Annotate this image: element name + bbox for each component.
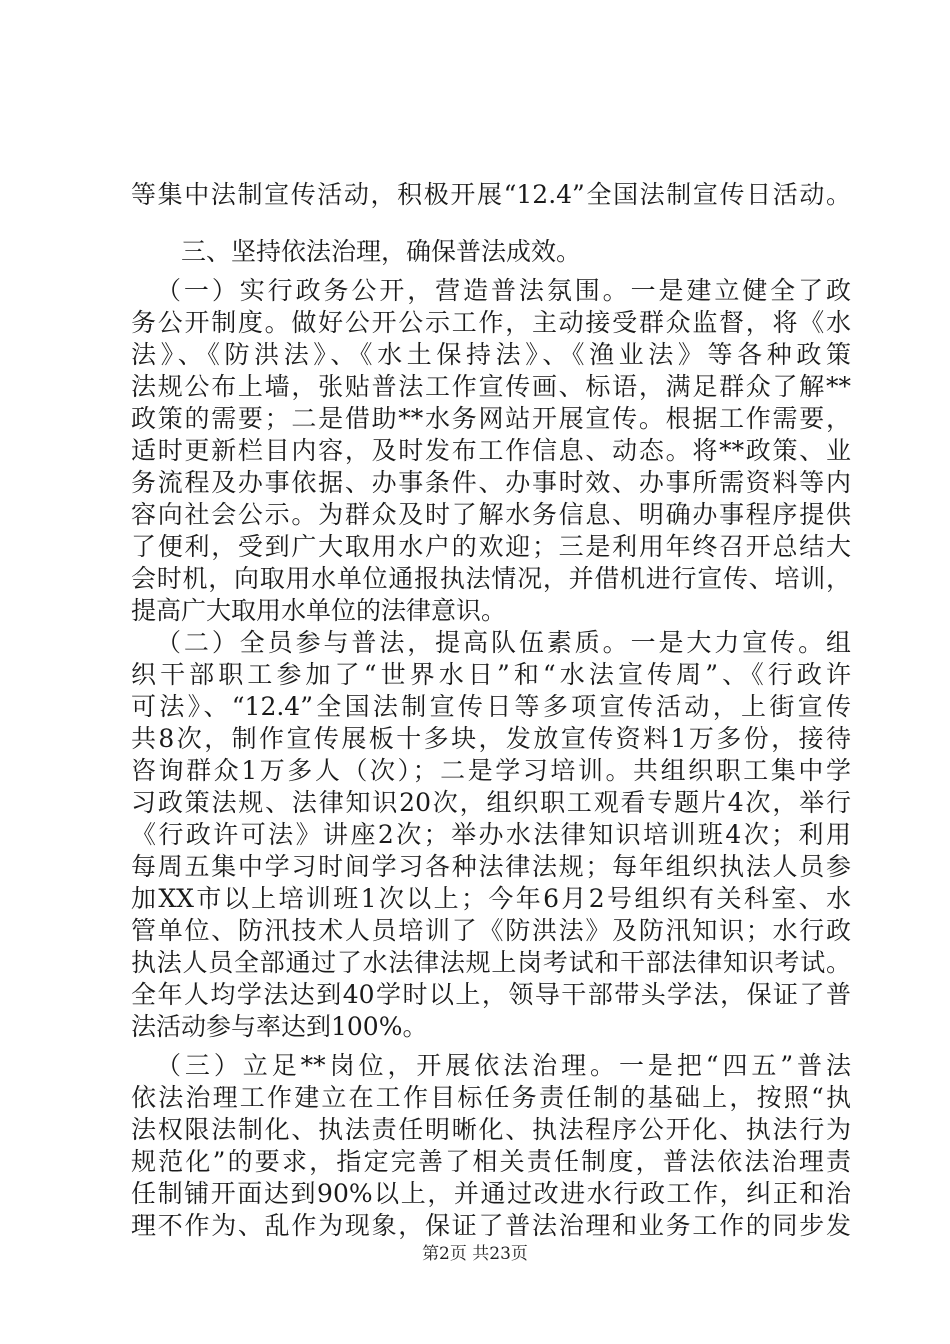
section-heading: 三、坚持依法治理，确保普法成效。 <box>181 237 582 266</box>
text-line: 提高广大取用水单位的法律意识。 <box>131 596 507 625</box>
text-line: 务流程及办事依据、办事条件、办事时效、办事所需资料等内 <box>131 468 851 497</box>
text-line: 容向社会公示。为群众及时了解水务信息、明确办事程序提供 <box>131 500 851 529</box>
text-line: 法》、《防洪法》、《水土保持法》、《渔业法》等各种政策 <box>131 340 851 369</box>
subsection-heading-line: （三）立足**岗位，开展依法治理。一是把“四五”普法 <box>156 1051 851 1080</box>
text-line: 依法治理工作建立在工作目标任务责任制的基础上，按照“执 <box>131 1083 851 1112</box>
text-line: 政策的需要；二是借助**水务网站开展宣传。根据工作需要， <box>131 404 851 433</box>
text-line: 理不作为、乱作为现象，保证了普法治理和业务工作的同步发 <box>131 1211 851 1240</box>
text-line: 法权限法制化、执法责任明晰化、执法程序公开化、执法行为 <box>131 1115 851 1144</box>
text-line: 管单位、防汛技术人员培训了《防洪法》及防汛知识；水行政 <box>131 916 851 945</box>
text-line: 等集中法制宣传活动，积极开展“12.4”全国法制宣传日活动。 <box>131 180 851 209</box>
text-line: 会时机，向取用水单位通报执法情况，并借机进行宣传、培训， <box>131 564 851 593</box>
text-line: 织干部职工参加了“世界水日”和“水法宣传周”、《行政许 <box>131 660 851 689</box>
text-line: 咨询群众1万多人（次）；二是学习培训。共组织职工集中学 <box>131 756 851 785</box>
text-line: 共8次，制作宣传展板十多块，发放宣传资料1万多份，接待 <box>131 724 851 753</box>
text-line: 可法》、“12.4”全国法制宣传日等多项宣传活动，上街宣传 <box>131 692 851 721</box>
text-line: 《行政许可法》讲座2次；举办水法律知识培训班4次；利用 <box>131 820 851 849</box>
text-line: 法规公布上墙，张贴普法工作宣传画、标语，满足群众了解** <box>131 372 851 401</box>
text-line: 务公开制度。做好公开公示工作，主动接受群众监督，将《水 <box>131 308 851 337</box>
text-line: 执法人员全部通过了水法律法规上岗考试和干部法律知识考试。 <box>131 948 851 977</box>
subsection-heading-line: （一）实行政务公开，营造普法氛围。一是建立健全了政 <box>156 276 851 305</box>
text-line: 适时更新栏目内容，及时发布工作信息、动态。将**政策、业 <box>131 436 851 465</box>
text-line: 全年人均学法达到40学时以上，领导干部带头学法，保证了普 <box>131 980 851 1009</box>
text-line: 任制铺开面达到90%以上，并通过改进水行政工作，纠正和治 <box>131 1179 851 1208</box>
text-line: 法活动参与率达到100%。 <box>131 1012 428 1041</box>
page-number-footer: 第2页 共23页 <box>422 1244 528 1264</box>
subsection-heading-line: （二）全员参与普法，提高队伍素质。一是大力宣传。组 <box>156 628 851 657</box>
text-line: 了便利，受到广大取用水户的欢迎；三是利用年终召开总结大 <box>131 532 851 561</box>
text-line: 加XX市以上培训班1次以上；今年6月2号组织有关科室、水 <box>131 884 851 913</box>
text-line: 规范化”的要求，指定完善了相关责任制度，普法依法治理责 <box>131 1147 851 1176</box>
text-line: 每周五集中学习时间学习各种法律法规；每年组织执法人员参 <box>131 852 851 881</box>
text-line: 习政策法规、法律知识20次，组织职工观看专题片4次，举行 <box>131 788 851 817</box>
